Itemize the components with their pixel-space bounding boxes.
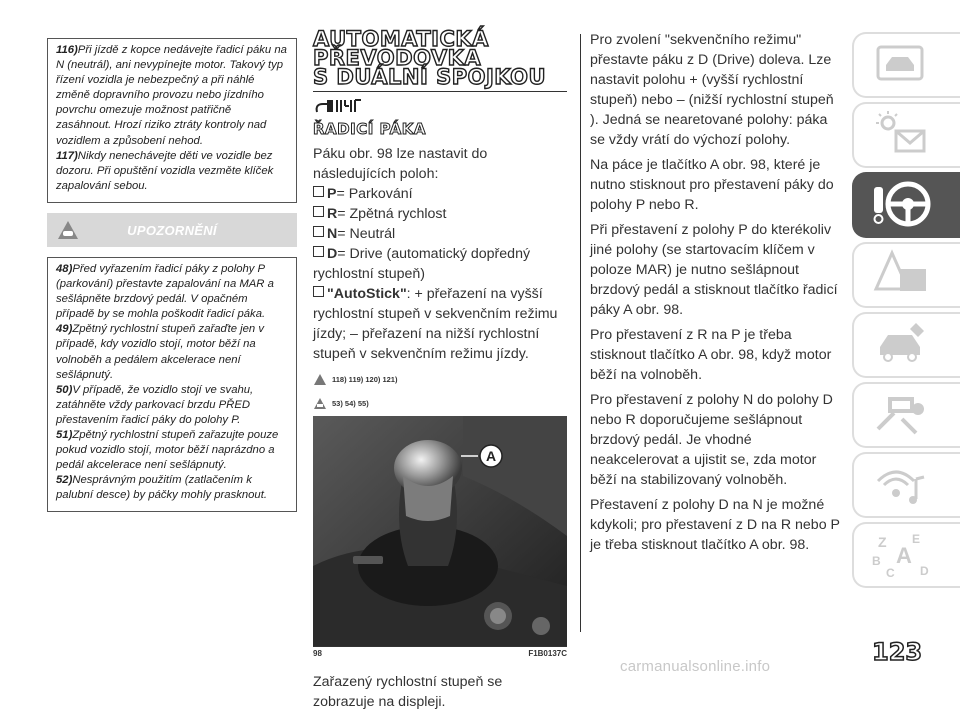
car-caution-icon [313,397,327,410]
checkbox-square-icon [313,246,324,257]
paragraph-2: Na páce je tlačítko A obr. 98, které je nutno stisknout pro přestavení páky do polohy P nebo R. [590,157,834,213]
note-50: 50)V případě, že vozidlo stojí ve svahu, zatáhněte vždy parkovací brzdu PŘED přestavením řadicí páky do polohy P. [56,383,254,426]
section-heading: AUTOMATICKÁ PŘEVODOVKA S DUÁLNÍ SPOJKOU [313,27,547,89]
warning-triangle-icon [313,373,327,386]
checkbox-square-icon [313,186,324,197]
right-column [590,30,842,560]
tab-breakdown[interactable] [852,312,960,378]
option-autostick: "AutoStick": + přeřazení na vyšší rychlostní stupeň v sekvenčním režimu jízdy; – přeřazení na nižší rychlostní stupeň v sekvenčním režimu jízdy. [313,286,558,362]
tab-multimedia[interactable] [852,452,960,518]
display-note: Zařazený rychlostní stupeň se zobrazuje na displeji. [313,674,503,710]
note-52: 52)Nesprávným použitím (zatlačením k palubní desce) by páčky mohly prasknout. [56,474,267,502]
figure-number: 98 [313,649,322,658]
figure-caption [313,646,567,658]
svg-text:E: E [912,532,921,546]
paragraph-6: Přestavení z polohy D na N je možné kdykoli; pro přestavení z D na R nebo P je třeba stisknout tlačítko A obr. 98. [590,497,840,553]
multimedia-icon [872,459,934,509]
car-info-icon [872,39,934,89]
option-n: N= Neutrál [313,224,567,244]
service-icon [872,389,934,439]
option-p: P= Parkování [313,184,567,204]
middle-column [313,27,567,712]
note-49: 49)Zpětný rychlostní stupeň zařaďte jen v případě, kdy vozidlo stojí, motor běží na volnoběh a pedálem akcelerace není sešlápnutý. [56,323,265,381]
transmission-icons [313,96,567,116]
paragraph-4: Pro přestavení z R na P je třeba stisknout tlačítko A obr. 98, když motor běží na volnoběh. [590,327,832,383]
warning-lights-icon [872,109,934,159]
warning-box-1 [47,38,297,203]
checkbox-square-icon [313,206,324,217]
checkbox-square-icon [313,226,324,237]
paragraph-3: Při přestavení z polohy P do kterékoliv jiné polohy (se startovacím klíčem v poloze MAR) je nutno sešlápnout brzdový pedál a stisknout tlačítko řadicí páky A obr. 98. [590,222,838,318]
tab-road-safety[interactable] [852,242,960,308]
warning-title: UPOZORNĚNÍ [127,222,217,238]
tab-driving[interactable] [852,172,960,238]
svg-text:B: B [872,554,881,568]
intro-text: Páku obr. 98 lze nastavit do následujících poloh: [313,146,488,182]
paragraph-1: Pro zvolení "sekvenčního režimu" přestavte páku z D (Drive) doleva. Lze nastavit polohu + (vyšší rychlostní stupeň) nebo – (nižší rychlostní stupeň ). Jedná se nearetované polohy: páka se vždy vrátí do výchozí polohy. [590,32,834,148]
page-number: 123 [872,638,923,666]
watermark: carmanualsonline.info [620,658,771,675]
warning-refs: 118) 119) 120) 121) [313,370,567,388]
svg-text:Z: Z [878,534,887,550]
note-117: 117)Nikdy nenechávejte děti ve vozidle bez dozoru. Při opuštění vozidla vezměte klíček zapalování sebou. [56,149,274,192]
column-divider [580,34,581,632]
steering-wheel-key-icon [872,179,934,229]
heading-rule [313,91,567,92]
note-51: 51)Zpětný rychlostní stupeň zařazujte pouze pokud vozidlo stojí, motor běží naprázdno a pedál akcelerace není sešlápnutý. [56,428,279,472]
note-116: 116)Při jízdě z kopce nedávejte řadicí páku na N (neutrál), ani nevypínejte motor. Takový typ řízení vozidla je nebezpečný a při náhlé změně dopravního provozu nebo jízdního povrchu omezuje možnost patřičně zasáhnout. Hrozí riziko ztráty kontroly nad vozidlem a způsobení nehod. [56,44,287,147]
option-d: D= Drive (automatický dopředný rychlostní stupeň) [313,246,531,282]
section-tabs [852,32,960,592]
caution-refs: 53) 54) 55) [313,394,567,412]
figure-code: F1B0137C [528,649,567,658]
tab-index[interactable] [852,522,960,588]
breakdown-icon [872,319,934,369]
subheading: ŘADICÍ PÁKA [313,120,426,138]
tab-service[interactable] [852,382,960,448]
gear-lever-photo [313,416,567,646]
warning-box-2 [47,257,297,513]
svg-text:A: A [896,543,912,568]
option-r: R= Zpětná rychlost [313,204,567,224]
index-icon [872,529,934,579]
checkbox-square-icon [313,286,324,297]
warning-header [47,213,297,247]
road-safety-icon [872,249,934,299]
figure-label-a: A [485,448,497,464]
svg-text:C: C [886,566,895,579]
svg-text:D: D [920,564,929,578]
tab-warning-lights[interactable] [852,102,960,168]
note-48: 48)Před vyřazením řadicí páky z polohy P (parkování) přestavte zapalování na MAR a sešlápněte brzdový pedál. V opačném případě by se mohla poškodit řadicí páka. [56,262,274,321]
transmission-icon [313,96,365,116]
paragraph-5: Pro přestavení z polohy N do polohy D nebo R doporučujeme sešlápnout brzdový pedál. Je vhodné neakcelerovat a ujistit se, zda motor běží na stabilizovaný volnoběh. [590,392,833,488]
tab-car-info[interactable] [852,32,960,98]
left-column [47,38,297,512]
